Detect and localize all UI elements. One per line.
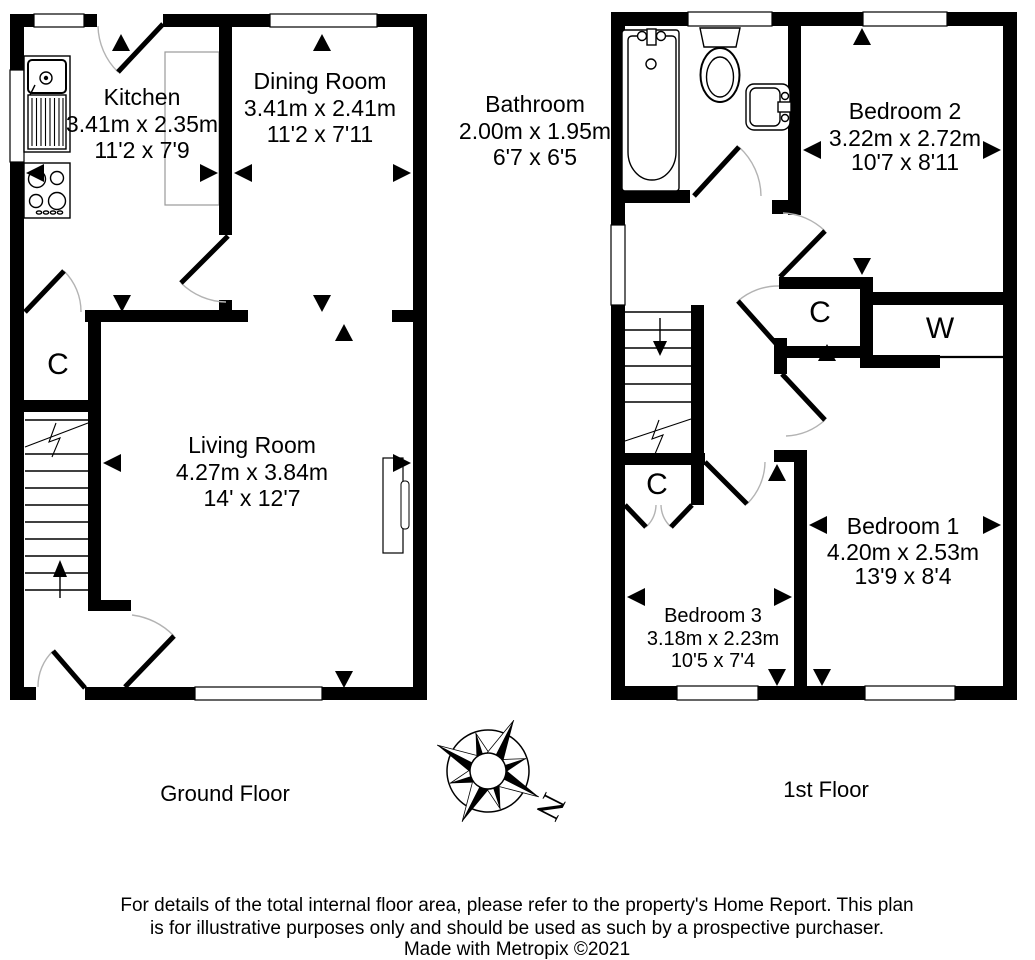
bathroom-dim-metric: 2.00m x 1.95m [458,118,612,144]
dining-room-label: Dining Room [253,68,387,94]
compass-rose [411,694,572,847]
sink-unit-icon [24,56,70,152]
bedroom1-door [782,374,825,436]
stairs-down-arrow [653,318,667,356]
landing-window [611,225,625,305]
dining-room-dim-metric: 3.41m x 2.41m [243,95,397,121]
bedroom2-dim-imperial: 10'7 x 8'11 [850,149,960,175]
dining-room-dim-imperial: 11'2 x 7'11 [266,121,374,147]
living-room-label: Living Room [188,432,316,458]
hall-living-door [125,615,174,687]
footer-line-3: Made with Metropix ©2021 [403,939,631,960]
bedroom1-dim-metric: 4.20m x 2.53m [826,539,980,565]
kitchen-dining-door [181,236,228,302]
stairs-up-arrow [53,560,67,598]
footer-line-2: is for illustrative purposes only and should be used as such by a prospective purchaser. [149,918,885,939]
first-staircase [625,312,691,454]
front-door-opening [36,687,85,700]
bedroom2-dim-metric: 3.22m x 2.72m [828,125,982,151]
wardrobe-label: W [925,312,955,345]
bedroom3-label: Bedroom 3 [664,605,762,627]
footer-disclaimer [120,895,913,960]
north-label: N [528,787,573,826]
bathroom-label: Bathroom [485,91,585,117]
kitchen-dim-imperial: 11'2 x 7'9 [94,137,190,163]
kitchen-door-opening [97,14,163,27]
lower-closet-double-doors [625,505,692,527]
bedroom3-dim-imperial: 10'5 x 7'4 [670,650,756,672]
kitchen-side-window [10,70,24,162]
bedroom2-door [780,213,825,277]
first-floor-plan [459,12,1017,802]
kitchen-dim-metric: 3.41m x 2.35m [65,111,219,137]
toilet-icon [700,28,740,102]
ground-closet-label: C [47,348,69,381]
ground-floor-caption: Ground Floor [160,781,290,806]
hall-kitchen-door [25,271,81,312]
ground-staircase [25,420,88,598]
bedroom3-window [677,686,758,700]
chimney-breast [383,458,409,553]
kitchen-label: Kitchen [103,84,181,110]
front-door [38,651,85,688]
basin-icon [746,84,791,130]
bathroom-window [688,12,772,26]
landing-closet-door [738,286,779,347]
bedroom3-dim-metric: 3.18m x 2.23m [646,628,780,650]
bathtub-icon [622,29,679,191]
bedroom3-door [705,462,765,504]
kitchen-window [34,14,84,27]
bedroom1-dim-imperial: 13'9 x 8'4 [854,563,952,589]
bathroom-dim-imperial: 6'7 x 6'5 [492,144,578,170]
living-window [195,687,322,700]
first-floor-caption: 1st Floor [783,777,869,802]
dining-window [270,14,377,27]
living-room-dim-metric: 4.27m x 3.84m [175,459,329,485]
bedroom1-label: Bedroom 1 [846,513,960,539]
ground-floor-plan [10,14,427,806]
footer-line-1: For details of the total internal floor area, please refer to the property's Home Report. This plan [120,895,914,916]
kitchen-entry-door [98,24,163,72]
lower-closet-label: C [646,468,668,501]
bathroom-door [694,147,761,196]
bedroom2-window [863,12,947,26]
living-room-dim-imperial: 14' x 12'7 [203,485,301,511]
bedroom2-label: Bedroom 2 [848,98,962,124]
bedroom1-window [865,686,955,700]
landing-closet-label: C [809,296,831,329]
